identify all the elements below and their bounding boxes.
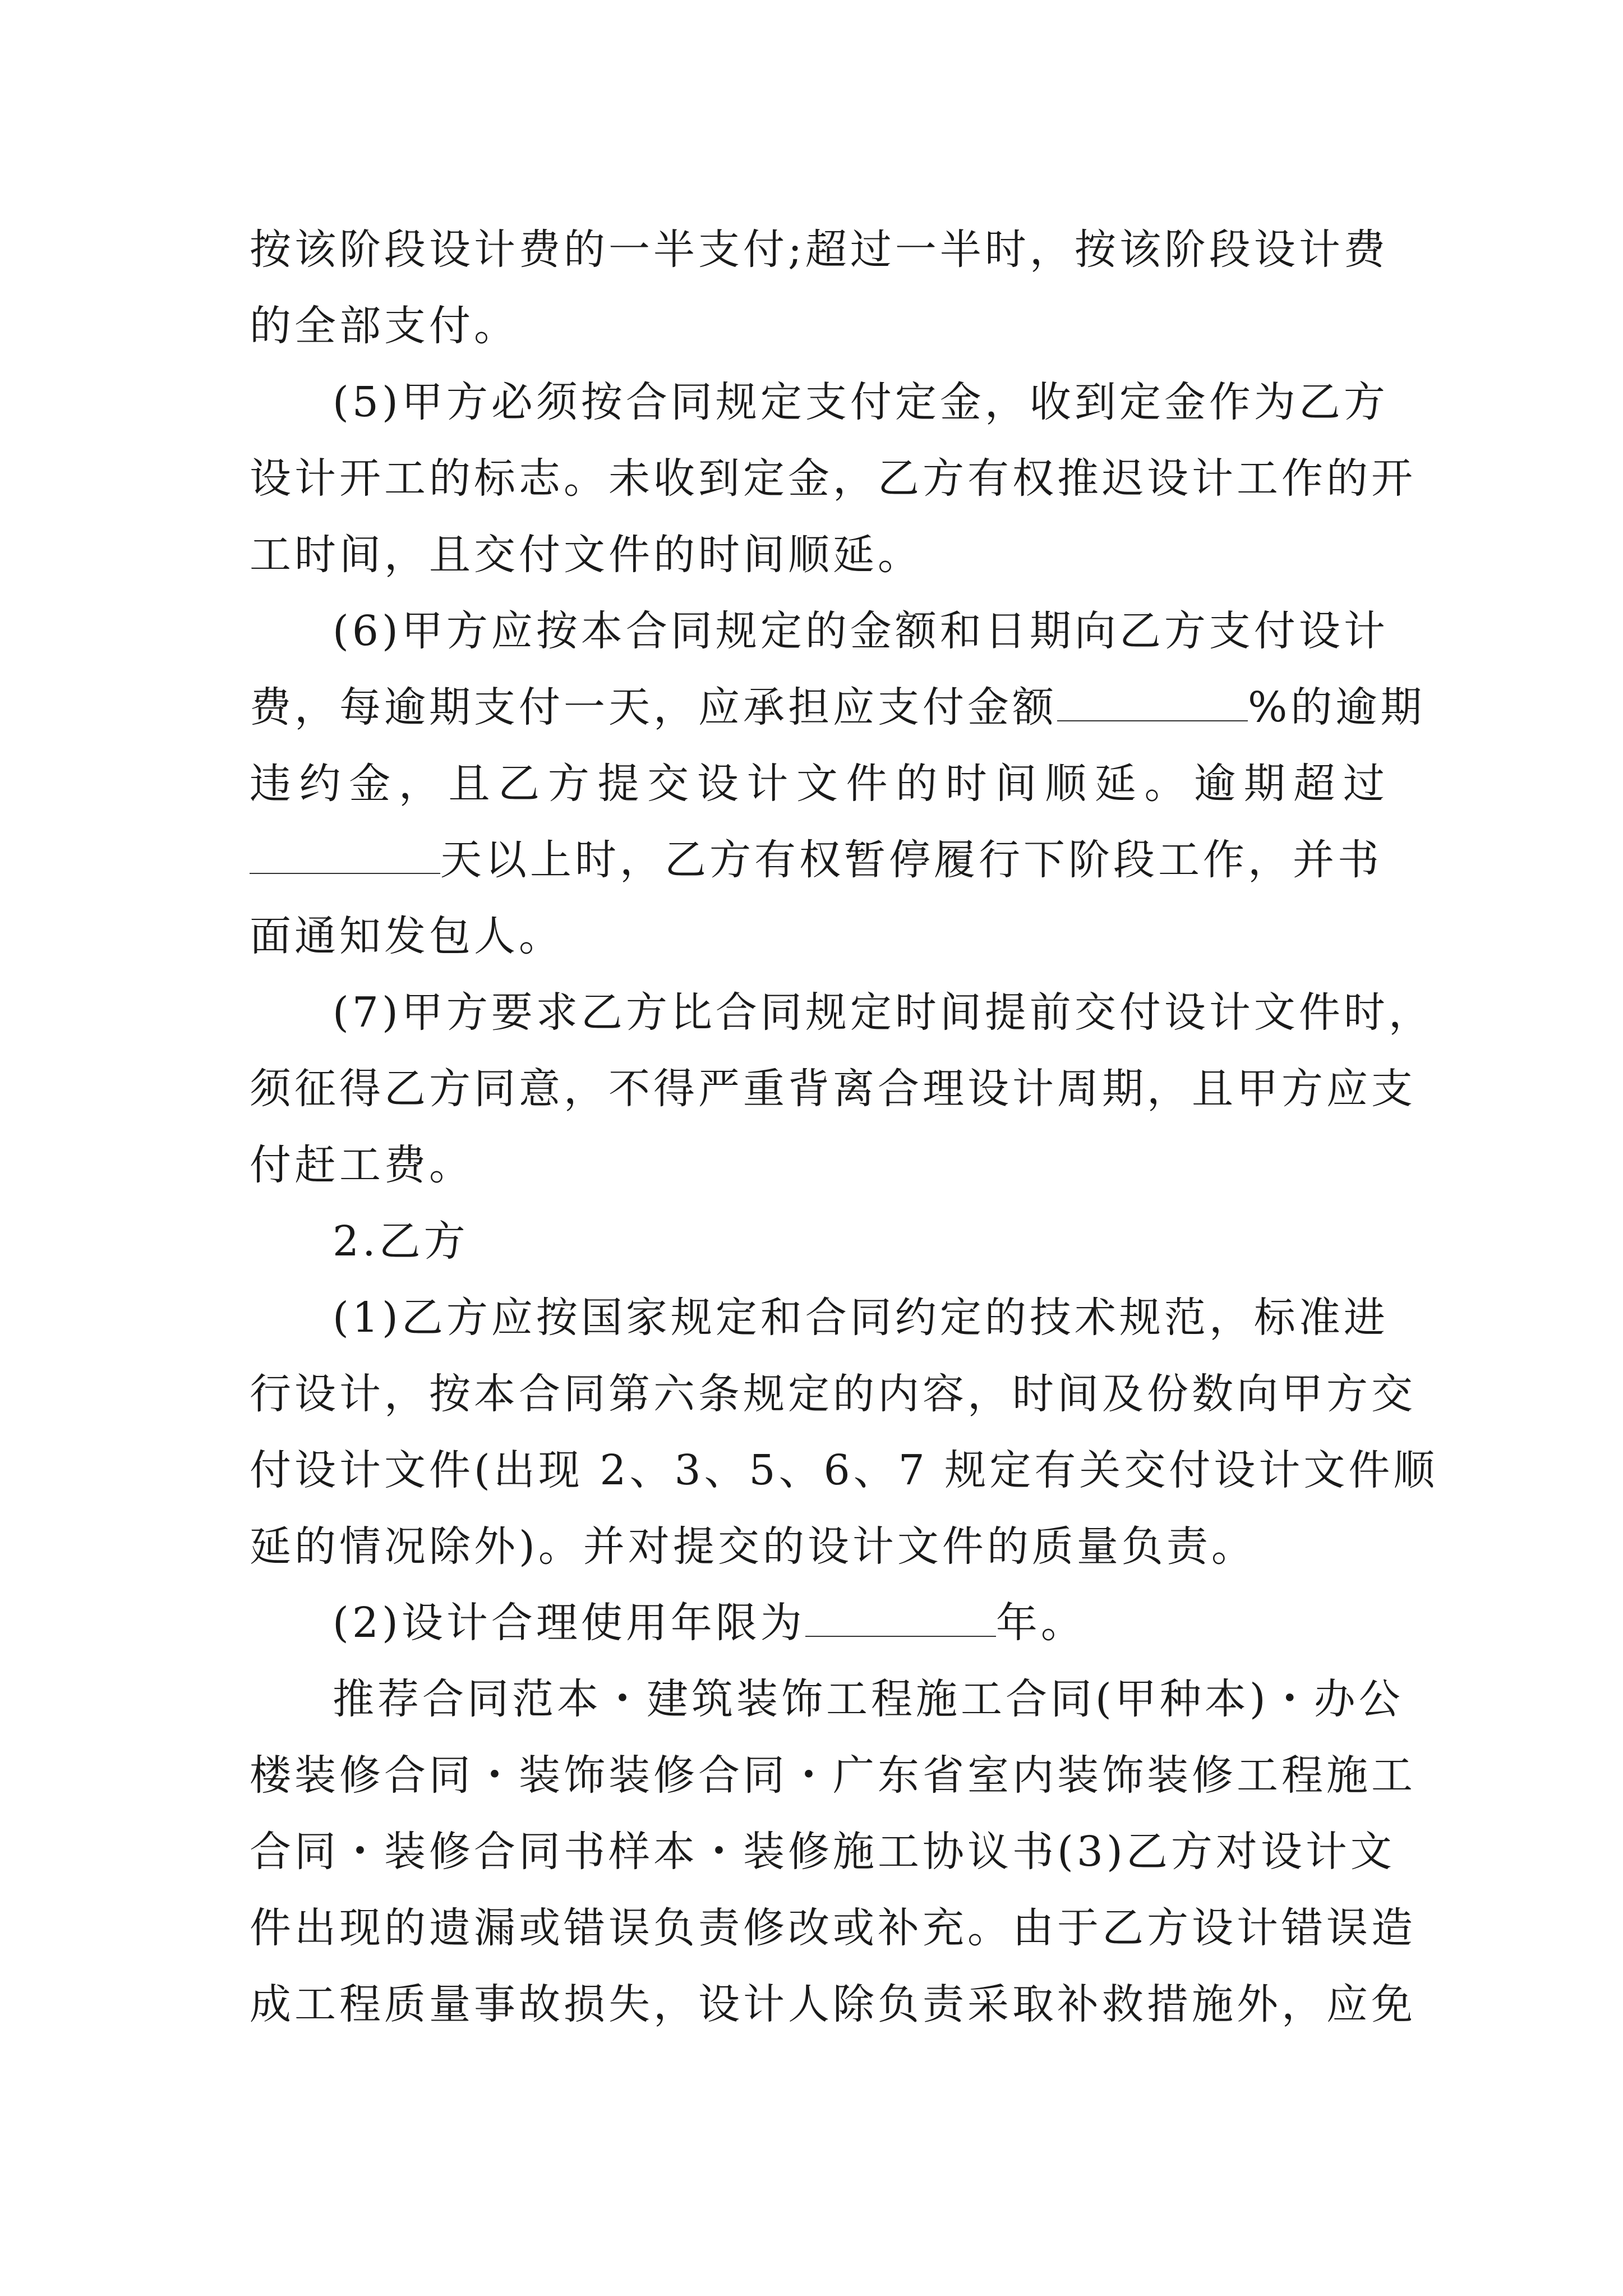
text-fragment: 天以上时，乙方有权暂停履行下阶段工作，并书 <box>440 836 1382 884</box>
text-line: 按该阶段设计费的一半支付;超过一半时，按该阶段设计费 <box>250 226 1389 274</box>
text-fragment: 年。 <box>995 1599 1086 1647</box>
text-line: 面通知发包人。 <box>250 912 564 960</box>
text-line: 付设计文件(出现 2、3、5、6、7 规定有关交付设计文件顺 <box>250 1446 1438 1494</box>
text-line: 件出现的遗漏或错误负责修改或补充。由于乙方设计错误造 <box>250 1904 1416 1952</box>
text-line: 楼装修合同・装饰装修合同・广东省室内装饰装修工程施工 <box>250 1751 1416 1800</box>
clause-1-line: (1)乙方应按国家规定和合同约定的技术规范，标准进 <box>333 1294 1389 1342</box>
text-line: 的全部支付。 <box>250 302 519 350</box>
text-fragment: 费，每逾期支付一天，应承担应支付金额 <box>250 683 1057 731</box>
text-fragment: %的逾期 <box>1248 683 1426 731</box>
text-line: 行设计，按本合同第六条规定的内容，时间及份数向甲方交 <box>250 1370 1416 1418</box>
contract-body <box>250 211 1438 2042</box>
text-line: 违约金，且乙方提交设计文件的时间顺延。逾期超过 <box>250 760 1388 808</box>
section-heading-party-b: 2.乙方 <box>333 1217 469 1266</box>
text-line: 合同・装修合同书样本・装修施工协议书(3)乙方对设计文 <box>250 1828 1395 1876</box>
clause-2-line <box>250 1585 1388 1661</box>
text-line: 付赶工费。 <box>250 1141 474 1189</box>
text-line: 须征得乙方同意，不得严重背离合理设计周期，且甲方应支 <box>250 1065 1416 1113</box>
text-line: 设计开工的标志。未收到定金，乙方有权推迟设计工作的开 <box>250 454 1416 503</box>
text-fragment: (2)设计合理使用年限为 <box>333 1599 805 1647</box>
text-line: 延的情况除外)。并对提交的设计文件的质量负责。 <box>250 1522 1256 1571</box>
clause-6-line: (6)甲方应按本合同规定的金额和日期向乙方支付设计 <box>333 607 1389 655</box>
recommended-templates-line: 推荐合同范本・建筑装饰工程施工合同(甲种本)・办公 <box>333 1675 1404 1723</box>
blank-field-days <box>250 839 440 874</box>
clause-7-line: (7)甲方要求乙方比合同规定时间提前交付设计文件时， <box>333 988 1433 1037</box>
blank-field-years <box>805 1602 996 1637</box>
clause-5-line: (5)甲方必须按合同规定支付定金，收到定金作为乙方 <box>333 378 1389 426</box>
text-line: 工时间，且交付文件的时间顺延。 <box>250 531 923 579</box>
text-line: 成工程质量事故损失，设计人除负责采取补救措施外，应免 <box>250 1980 1416 2028</box>
blank-field-percent <box>1057 687 1248 721</box>
text-line <box>250 822 1388 898</box>
text-line <box>250 669 1426 746</box>
